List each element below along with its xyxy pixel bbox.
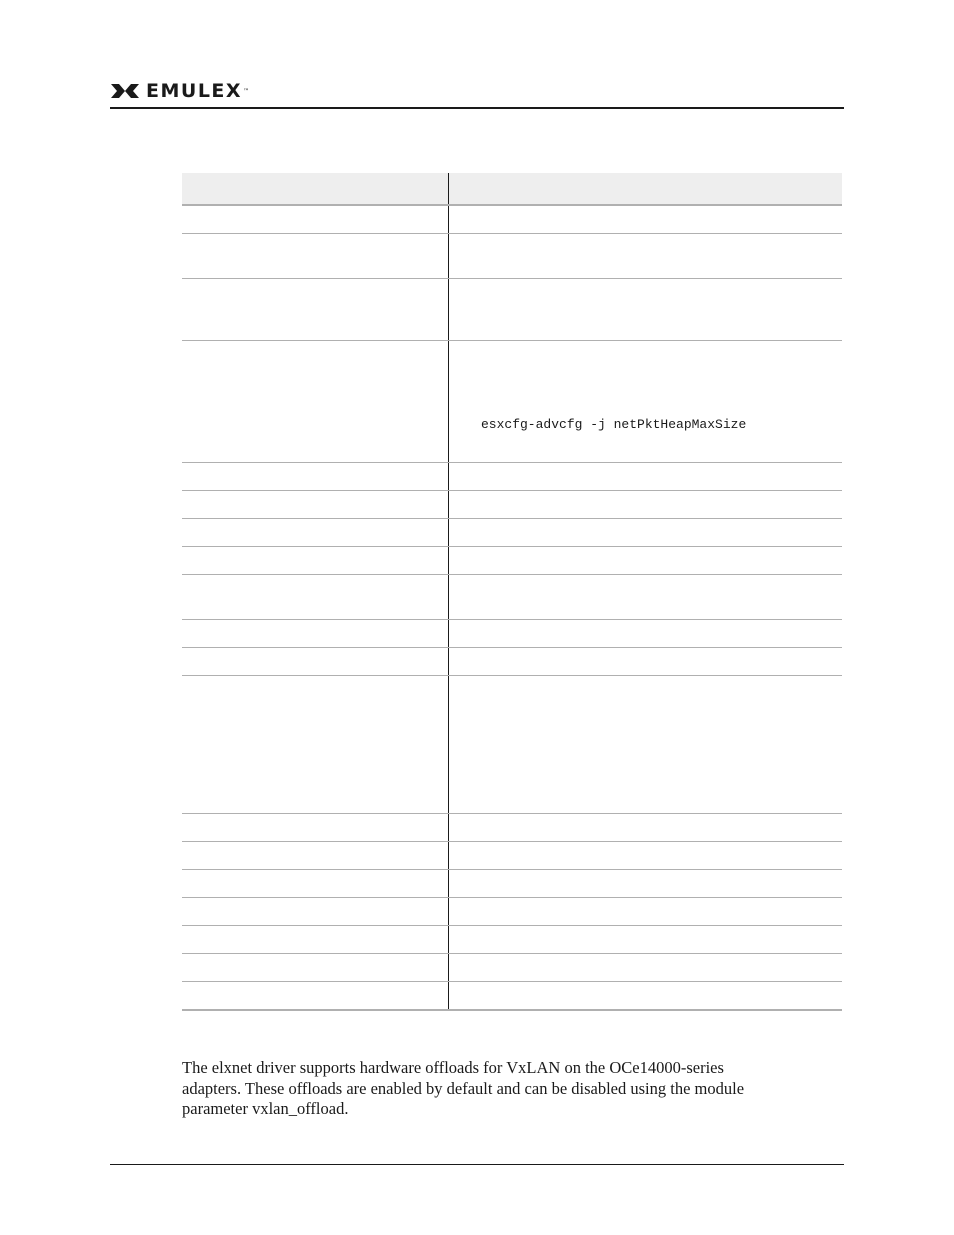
table-cell — [449, 519, 842, 546]
table-row — [182, 648, 842, 676]
table-cell — [449, 898, 842, 925]
table-cell — [182, 842, 449, 869]
table-cell — [449, 814, 842, 841]
table-row — [182, 575, 842, 620]
table-row — [182, 842, 842, 870]
command-text: esxcfg-advcfg -j netPktHeapMaxSize — [481, 417, 747, 432]
table-row — [182, 620, 842, 648]
table-header-cell — [449, 173, 842, 204]
table-cell — [449, 676, 842, 813]
table-row — [182, 676, 842, 814]
table-row — [182, 926, 842, 954]
table-cell — [182, 954, 449, 981]
table-cell — [449, 206, 842, 233]
table-cell — [182, 648, 449, 675]
table-cell — [449, 279, 842, 340]
table-header-row — [182, 173, 842, 206]
table-cell — [449, 954, 842, 981]
paragraph-line: adapters. These offloads are enabled by default and can be disabled using the module — [182, 1078, 745, 1098]
table-cell — [182, 234, 449, 278]
table-cell — [182, 676, 449, 813]
header-rule — [110, 107, 844, 109]
table-row — [182, 954, 842, 982]
table-cell — [449, 234, 842, 278]
table-cell — [449, 870, 842, 897]
paragraph-line: The elxnet driver supports hardware offloads for VxLAN on the OCe14000-series — [182, 1058, 724, 1077]
table-row — [182, 898, 842, 926]
table-cell — [182, 463, 449, 490]
table-row — [182, 547, 842, 575]
table-cell — [449, 648, 842, 675]
table-cell — [182, 620, 449, 647]
table-cell — [182, 206, 449, 233]
table-cell — [182, 547, 449, 574]
table-cell — [182, 982, 449, 1009]
table-cell — [182, 870, 449, 897]
table-cell — [182, 814, 449, 841]
table-row — [182, 982, 842, 1011]
logo-trademark: ™ — [243, 87, 250, 95]
table-row — [182, 341, 842, 463]
table-cell — [182, 341, 449, 462]
table-row — [182, 491, 842, 519]
emulex-logo-mark-icon — [110, 81, 140, 101]
table-row — [182, 870, 842, 898]
table-row — [182, 814, 842, 842]
table-row — [182, 519, 842, 547]
footer-rule — [110, 1164, 844, 1165]
table-row — [182, 206, 842, 234]
table-cell — [182, 575, 449, 619]
parameter-table — [182, 173, 842, 1011]
table-cell — [449, 341, 842, 462]
table-cell — [449, 620, 842, 647]
table-cell — [449, 547, 842, 574]
table-row — [182, 234, 842, 279]
table-row — [182, 279, 842, 341]
table-cell — [182, 926, 449, 953]
emulex-logo — [110, 80, 249, 102]
table-cell — [449, 926, 842, 953]
table-cell — [449, 842, 842, 869]
table-cell — [449, 982, 842, 1009]
table-cell — [182, 491, 449, 518]
vxlan-offload-paragraph — [182, 1058, 842, 1120]
table-cell — [182, 898, 449, 925]
table-cell — [449, 463, 842, 490]
table-cell — [449, 575, 842, 619]
logo-wordmark: EMULEX — [146, 80, 243, 102]
table-cell — [449, 491, 842, 518]
table-cell — [182, 519, 449, 546]
table-header-cell — [182, 173, 449, 204]
table-cell — [182, 279, 449, 340]
paragraph-line: parameter vxlan_offload. — [182, 1099, 349, 1118]
table-row — [182, 463, 842, 491]
